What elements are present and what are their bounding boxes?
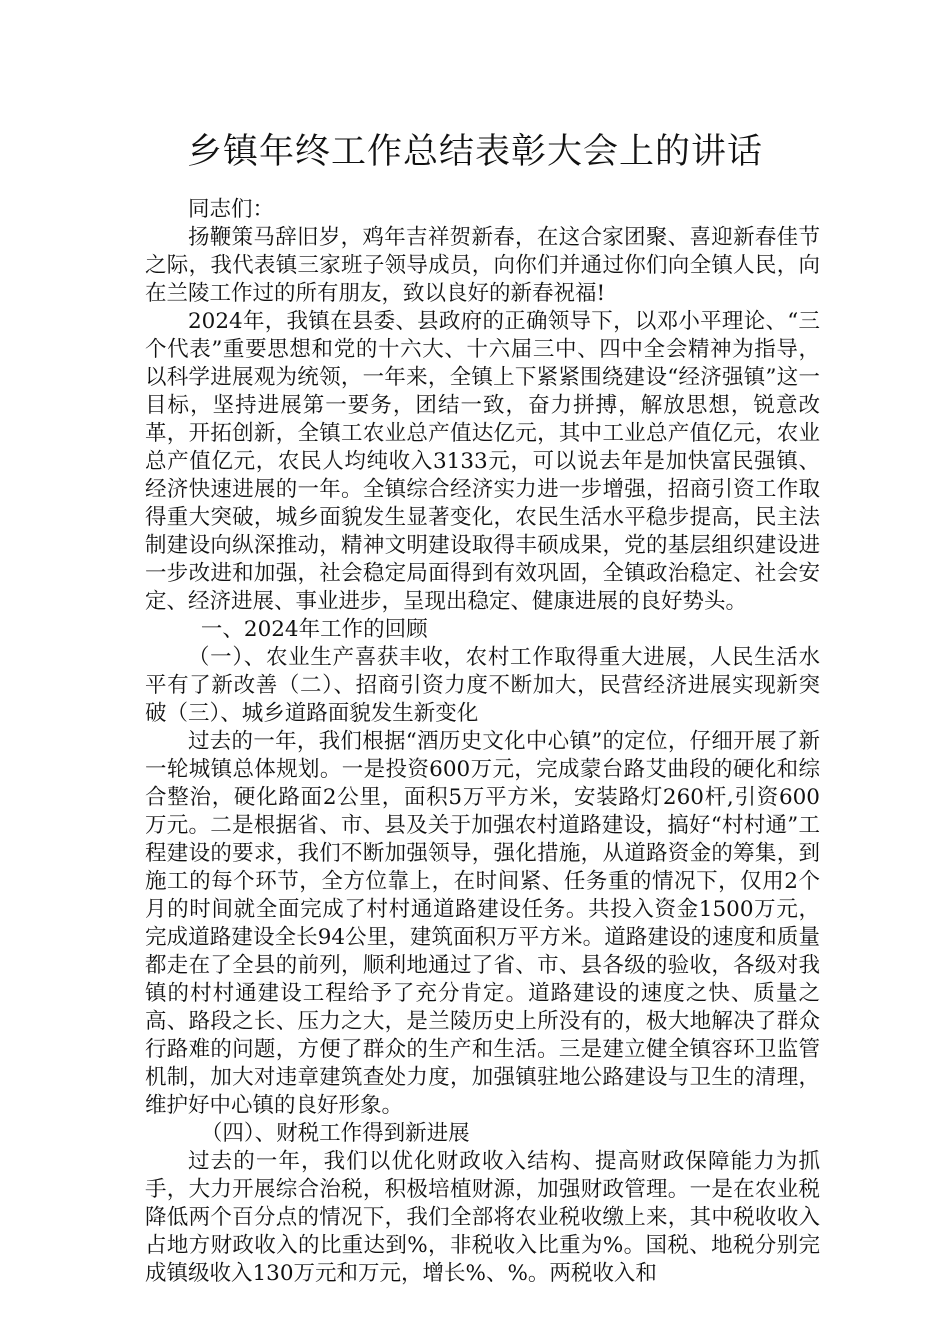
greeting: 同志们： bbox=[188, 197, 275, 222]
document-title: 乡镇年终工作总结表彰大会上的讲话 bbox=[186, 132, 763, 172]
paragraph-annual-overview: 2024年，我镇在县委、县政府的正确领导下，以邓小平理论、“三个代表”重要思想和党的十六大、十六届三中、四中全会精神为指导，以科学进展观为统领，一年来，全镇上下紧紧围绕建设“经济强镇”这一目标，坚持进展第一要务，团结一致，奋力拼搏，解放思想，锐意改革，开拓创新，全镇工农业总产值达亿元，其中工业总产值亿元，农业总产值亿元，农民人均纯收入3133元，可以说去年是加快富民强镇、经济快速进展的一年。全镇综合经济实力进一步增强，招商引资工作取得重大突破，城乡面貌发生显著变化，农民生活水平稳步提高，民主法制建设向纵深推动，精神文明建设取得丰硕成果，党的基层组织建设进一步改进和加强，社会稳定局面得到有效巩固，全镇政治稳定、社会安定、经济进展、事业进步，呈现出稳定、健康进展的良好势头。 bbox=[145, 309, 820, 614]
document-body bbox=[145, 196, 820, 1288]
section-heading-review: 一、2024年工作的回顾 bbox=[200, 617, 428, 642]
section-heading-finance: （四）、财税工作得到新进展 bbox=[200, 1121, 470, 1146]
paragraph-roads: 过去的一年，我们根据“酒历史文化中心镇”的定位，仔细开展了新一轮城镇总体规划。一是投资600万元，完成蒙台路艾曲段的硬化和综合整治，硬化路面2公里，面积5万平方米，安装路灯260杆,引资600万元。二是根据省、市、县及关于加强农村道路建设，搞好“村村通”工程建设的要求，我们不断加强领导，强化措施，从道路资金的筹集，到施工的每个环节，全方位靠上，在时间紧、任务重的情况下，仅用2个月的时间就全面完成了村村通道路建设任务。共投入资金1500万元，完成道路建设全长94公里，建筑面积万平方米。道路建设的速度和质量都走在了全县的前列，顺利地通过了省、市、县各级的验收，各级对我镇的村村通建设工程给予了充分肯定。道路建设的速度之快、质量之高、路段之长、压力之大，是兰陵历史上所没有的，极大地解决了群众行路难的问题，方便了群众的生产和生活。三是建立健全镇容环卫监管机制，加大对违章建筑查处力度，加强镇驻地公路建设与卫生的清理，维护好中心镇的良好形象。 bbox=[145, 729, 820, 1118]
paragraph-new-year-greeting: 扬鞭策马辞旧岁，鸡年吉祥贺新春，在这合家团聚、喜迎新春佳节之际，我代表镇三家班子领导成员，向你们并通过你们向全镇人民，向在兰陵工作过的所有朋友，致以良好的新春祝福! bbox=[145, 225, 820, 306]
paragraph-finance: 过去的一年，我们以优化财政收入结构、提高财政保障能力为抓手，大力开展综合治税，积极培植财源，加强财政管理。一是在农业税降低两个百分点的情况下，我们全部将农业税收缴上来，其中税收收入占地方财政收入的比重达到%，非税收入比重为%。国税、地税分别完成镇级收入130万元和万元，增长%、%。两税收入和 bbox=[145, 1149, 820, 1286]
section-subheadings: （一）、农业生产喜获丰收，农村工作取得重大进展，人民生活水平有了新改善（二）、招商引资力度不断加大，民营经济进展实现新突破（三）、城乡道路面貌发生新变化 bbox=[145, 645, 820, 726]
